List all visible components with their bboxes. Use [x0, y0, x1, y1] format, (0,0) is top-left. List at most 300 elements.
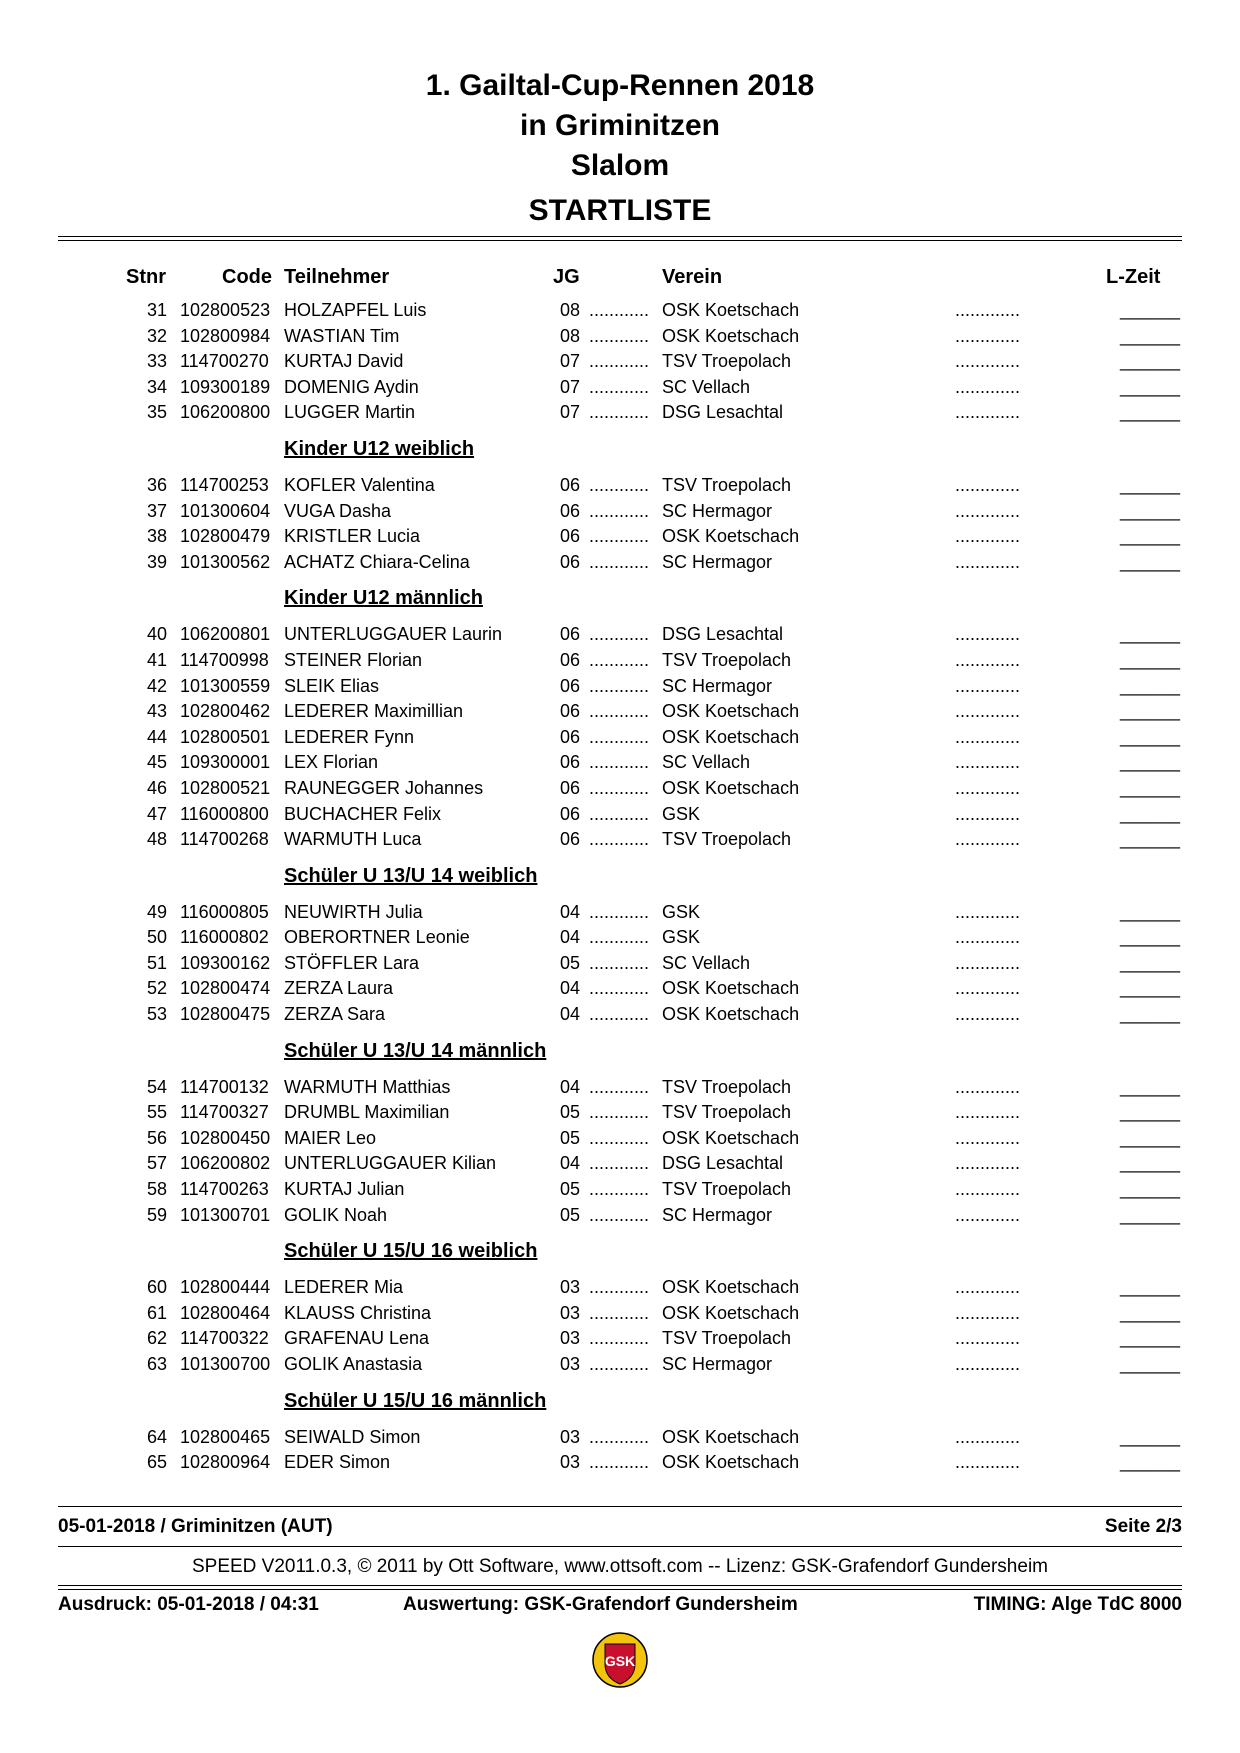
- club-name: OSK Koetschach: [662, 1004, 800, 1025]
- year-dots: ............: [589, 675, 650, 696]
- entry-row: [0, 550, 1240, 576]
- club-name: TSV Troepolach: [662, 1328, 792, 1349]
- footer-divider-mid: [58, 1546, 1182, 1547]
- lzeit-line: ______: [1120, 1354, 1181, 1374]
- athlete-name: WARMUTH Matthias: [284, 1076, 451, 1097]
- start-number: 38: [146, 526, 167, 547]
- start-number: 65: [146, 1452, 167, 1473]
- lzeit-line: ______: [1120, 1127, 1181, 1148]
- footer-divider-bottom: [58, 1585, 1182, 1590]
- club-name: SC Hermagor: [662, 675, 773, 696]
- time-dots: .............: [955, 952, 1021, 973]
- time-dots: .............: [955, 901, 1021, 922]
- category-heading: [0, 426, 1240, 473]
- start-number: 36: [146, 474, 167, 495]
- birth-year: 06: [560, 649, 581, 670]
- birth-year: 06: [560, 803, 581, 824]
- time-dots: .............: [955, 376, 1021, 397]
- time-dots: .............: [955, 624, 1021, 645]
- time-dots: .............: [955, 752, 1021, 773]
- year-dots: ............: [589, 1277, 650, 1298]
- year-dots: ............: [589, 1328, 650, 1349]
- time-dots: .............: [955, 1452, 1021, 1473]
- time-dots: .............: [955, 526, 1021, 547]
- start-number: 61: [146, 1302, 167, 1323]
- birth-year: 05: [560, 1204, 581, 1225]
- club-name: SC Vellach: [662, 752, 751, 773]
- entry-row: [0, 375, 1240, 401]
- athlete-name: SLEIK Elias: [284, 675, 380, 696]
- athlete-name: GRAFENAU Lena: [284, 1328, 430, 1349]
- time-dots: .............: [955, 777, 1021, 798]
- athlete-code: 102800523: [180, 300, 271, 320]
- athlete-code: 114700998: [180, 649, 269, 670]
- entry-row: [0, 524, 1240, 550]
- athlete-name: GOLIK Anastasia: [284, 1354, 423, 1374]
- club-name: TSV Troepolach: [662, 474, 792, 495]
- start-number: 39: [146, 551, 167, 572]
- birth-year: 06: [560, 777, 581, 798]
- club-name: OSK Koetschach: [662, 726, 800, 747]
- athlete-name: VUGA Dasha: [284, 500, 392, 521]
- lzeit-line: ______: [1120, 474, 1181, 495]
- lzeit-line: ______: [1120, 1076, 1181, 1097]
- athlete-code: 102800464: [180, 1302, 271, 1323]
- time-dots: .............: [955, 1277, 1021, 1298]
- year-dots: ............: [589, 777, 650, 798]
- athlete-code: 114700270: [180, 351, 269, 372]
- athlete-code: 114700132: [180, 1076, 269, 1097]
- athlete-name: KLAUSS Christina: [284, 1302, 432, 1323]
- lzeit-line: ______: [1120, 551, 1181, 572]
- athlete-name: DOMENIG Aydin: [284, 376, 419, 397]
- year-dots: ............: [589, 1153, 650, 1174]
- athlete-code: 102800964: [180, 1452, 271, 1473]
- lzeit-line: ______: [1120, 952, 1181, 973]
- athlete-name: LEX Florian: [284, 752, 379, 773]
- birth-year: 04: [560, 1004, 581, 1025]
- club-name: GSK: [662, 927, 701, 948]
- entry-row: [0, 1100, 1240, 1126]
- start-number: 33: [146, 351, 167, 372]
- athlete-code: 101300559: [180, 675, 271, 696]
- athlete-name: KOFLER Valentina: [284, 474, 435, 495]
- start-number: 64: [146, 1426, 167, 1447]
- athlete-code: 102800465: [180, 1426, 271, 1447]
- athlete-code: 102800444: [180, 1277, 271, 1298]
- entry-row: [0, 976, 1240, 1002]
- start-number: 40: [146, 624, 167, 645]
- year-dots: ............: [589, 927, 650, 948]
- athlete-code: 102800475: [180, 1004, 271, 1025]
- year-dots: ............: [589, 402, 650, 423]
- start-number: 51: [146, 952, 167, 973]
- col-verein: Verein: [662, 266, 723, 288]
- athlete-name: BUCHACHER Felix: [284, 803, 442, 824]
- time-dots: .............: [955, 701, 1021, 722]
- lzeit-line: ______: [1120, 300, 1181, 320]
- lzeit-line: ______: [1120, 777, 1181, 798]
- club-name: OSK Koetschach: [662, 1277, 800, 1298]
- birth-year: 04: [560, 901, 581, 922]
- lzeit-line: ______: [1120, 1302, 1181, 1323]
- year-dots: ............: [589, 829, 650, 850]
- club-name: TSV Troepolach: [662, 829, 792, 850]
- club-name: TSV Troepolach: [662, 649, 792, 670]
- category-title: Schüler U 15/U 16 weiblich: [284, 1240, 538, 1263]
- entry-row: [0, 802, 1240, 828]
- club-name: SC Hermagor: [662, 551, 773, 572]
- lzeit-line: ______: [1120, 624, 1181, 645]
- club-name: GSK: [662, 803, 701, 824]
- club-name: DSG Lesachtal: [662, 402, 784, 423]
- athlete-code: 101300701: [180, 1204, 271, 1225]
- lzeit-line: ______: [1120, 351, 1181, 372]
- club-name: SC Hermagor: [662, 500, 773, 521]
- year-dots: ............: [589, 1426, 650, 1447]
- footer-software: SPEED V2011.0.3, © 2011 by Ott Software, www.ottsoft.com -- Lizenz: GSK-Grafendorf Gundersheim: [191, 1556, 1048, 1577]
- athlete-code: 114700263: [180, 1179, 269, 1200]
- athlete-name: WASTIAN Tim: [284, 325, 400, 346]
- category-title: Schüler U 13/U 14 männlich: [284, 1039, 547, 1062]
- year-dots: ............: [589, 376, 650, 397]
- category-heading: [0, 1228, 1240, 1275]
- birth-year: 08: [560, 300, 581, 320]
- birth-year: 06: [560, 551, 581, 572]
- lzeit-line: ______: [1120, 649, 1181, 670]
- athlete-code: 101300604: [180, 500, 271, 521]
- birth-year: 06: [560, 726, 581, 747]
- lzeit-line: ______: [1120, 803, 1181, 824]
- club-name: OSK Koetschach: [662, 325, 800, 346]
- club-name: DSG Lesachtal: [662, 1153, 784, 1174]
- athlete-code: 102800501: [180, 726, 271, 747]
- col-code: Code: [222, 266, 272, 288]
- time-dots: .............: [955, 726, 1021, 747]
- time-dots: .............: [955, 351, 1021, 372]
- year-dots: ............: [589, 1179, 650, 1200]
- lzeit-line: ______: [1120, 675, 1181, 696]
- start-number: 52: [146, 978, 167, 999]
- birth-year: 03: [560, 1277, 581, 1298]
- birth-year: 03: [560, 1328, 581, 1349]
- footer-meta: [58, 1594, 1182, 1618]
- time-dots: .............: [955, 551, 1021, 572]
- athlete-code: 102800984: [180, 325, 271, 346]
- lzeit-line: ______: [1120, 829, 1181, 850]
- birth-year: 06: [560, 675, 581, 696]
- start-number: 45: [146, 752, 167, 773]
- year-dots: ............: [589, 1127, 650, 1148]
- entry-row: [0, 622, 1240, 648]
- start-number: 56: [146, 1127, 167, 1148]
- birth-year: 04: [560, 1076, 581, 1097]
- start-number: 35: [146, 402, 167, 423]
- athlete-name: STÖFFLER Lara: [284, 952, 420, 973]
- athlete-code: 116000805: [180, 901, 269, 922]
- time-dots: .............: [955, 1076, 1021, 1097]
- start-number: 34: [146, 376, 167, 397]
- athlete-name: ZERZA Sara: [284, 1004, 386, 1025]
- birth-year: 03: [560, 1426, 581, 1447]
- col-stnr: Stnr: [126, 266, 166, 288]
- athlete-code: 114700322: [180, 1328, 269, 1349]
- athlete-code: 102800450: [180, 1127, 271, 1148]
- time-dots: .............: [955, 300, 1021, 320]
- athlete-name: SEIWALD Simon: [284, 1426, 421, 1447]
- start-number: 58: [146, 1179, 167, 1200]
- year-dots: ............: [589, 1452, 650, 1473]
- start-number: 50: [146, 927, 167, 948]
- entry-row: [0, 473, 1240, 499]
- time-dots: .............: [955, 1153, 1021, 1174]
- athlete-name: UNTERLUGGAUER Kilian: [284, 1153, 497, 1174]
- athlete-name: LUGGER Martin: [284, 402, 416, 423]
- footer-printout: Ausdruck: 05-01-2018 / 04:31: [58, 1594, 319, 1615]
- birth-year: 06: [560, 500, 581, 521]
- birth-year: 05: [560, 1179, 581, 1200]
- entry-row: [0, 349, 1240, 375]
- time-dots: .............: [955, 500, 1021, 521]
- category-heading: [0, 853, 1240, 900]
- athlete-code: 109300162: [180, 952, 271, 973]
- start-number: 42: [146, 675, 167, 696]
- athlete-code: 109300001: [180, 752, 271, 773]
- club-name: OSK Koetschach: [662, 1426, 800, 1447]
- start-number: 46: [146, 777, 167, 798]
- lzeit-line: ______: [1120, 1277, 1181, 1298]
- lzeit-line: ______: [1120, 752, 1181, 773]
- entry-row: [0, 1075, 1240, 1101]
- year-dots: ............: [589, 551, 650, 572]
- entry-row: [0, 674, 1240, 700]
- lzeit-line: ______: [1120, 701, 1181, 722]
- athlete-code: 106200800: [180, 402, 271, 423]
- time-dots: .............: [955, 1354, 1021, 1374]
- time-dots: .............: [955, 1302, 1021, 1323]
- time-dots: .............: [955, 829, 1021, 850]
- time-dots: .............: [955, 1426, 1021, 1447]
- time-dots: .............: [955, 1127, 1021, 1148]
- start-number: 32: [146, 325, 167, 346]
- birth-year: 03: [560, 1354, 581, 1374]
- category-title: Kinder U12 weiblich: [284, 437, 475, 460]
- entry-row: [0, 925, 1240, 951]
- athlete-code: 106200801: [180, 624, 271, 645]
- birth-year: 05: [560, 952, 581, 973]
- year-dots: ............: [589, 500, 650, 521]
- birth-year: 03: [560, 1302, 581, 1323]
- start-list: [0, 298, 1240, 1476]
- lzeit-line: ______: [1120, 901, 1181, 922]
- club-name: TSV Troepolach: [662, 351, 792, 372]
- club-name: OSK Koetschach: [662, 978, 800, 999]
- club-name: SC Hermagor: [662, 1354, 773, 1374]
- birth-year: 05: [560, 1102, 581, 1123]
- club-name: OSK Koetschach: [662, 1127, 800, 1148]
- club-name: OSK Koetschach: [662, 1302, 800, 1323]
- athlete-code: 109300189: [180, 376, 271, 397]
- category-title: Schüler U 15/U 16 männlich: [284, 1389, 547, 1412]
- start-number: 48: [146, 829, 167, 850]
- year-dots: ............: [589, 952, 650, 973]
- entry-row: [0, 725, 1240, 751]
- entry-row: [0, 750, 1240, 776]
- year-dots: ............: [589, 1004, 650, 1025]
- athlete-code: 102800474: [180, 978, 271, 999]
- footer-page: Seite 2/3: [1104, 1516, 1182, 1537]
- athlete-code: 101300700: [180, 1354, 271, 1374]
- entry-row: [0, 827, 1240, 853]
- start-number: 31: [146, 300, 167, 320]
- athlete-name: EDER Simon: [284, 1452, 391, 1473]
- entry-row: [0, 1177, 1240, 1203]
- time-dots: .............: [955, 1004, 1021, 1025]
- time-dots: .............: [955, 978, 1021, 999]
- category-title: Kinder U12 männlich: [284, 587, 483, 610]
- column-headers: [0, 266, 1240, 290]
- start-number: 53: [146, 1004, 167, 1025]
- birth-year: 03: [560, 1452, 581, 1473]
- category-heading: [0, 1378, 1240, 1425]
- start-number: 60: [146, 1277, 167, 1298]
- birth-year: 08: [560, 325, 581, 346]
- year-dots: ............: [589, 1204, 650, 1225]
- time-dots: .............: [955, 675, 1021, 696]
- lzeit-line: ______: [1120, 1426, 1181, 1447]
- athlete-code: 102800479: [180, 526, 271, 547]
- year-dots: ............: [589, 325, 650, 346]
- title-line-1: 1. Gailtal-Cup-Rennen 2018: [425, 69, 815, 102]
- year-dots: ............: [589, 300, 650, 320]
- year-dots: ............: [589, 701, 650, 722]
- athlete-name: KURTAJ David: [284, 351, 404, 372]
- year-dots: ............: [589, 649, 650, 670]
- time-dots: .............: [955, 325, 1021, 346]
- lzeit-line: ______: [1120, 1328, 1181, 1349]
- entry-row: [0, 1275, 1240, 1301]
- start-number: 54: [146, 1076, 167, 1097]
- athlete-code: 114700327: [180, 1102, 269, 1123]
- time-dots: .............: [955, 1102, 1021, 1123]
- entry-row: [0, 499, 1240, 525]
- club-name: SC Vellach: [662, 376, 751, 397]
- entry-row: [0, 648, 1240, 674]
- entry-row: [0, 1151, 1240, 1177]
- footer-date-place: 05-01-2018 / Griminitzen (AUT): [58, 1516, 333, 1537]
- time-dots: .............: [955, 1179, 1021, 1200]
- birth-year: 05: [560, 1127, 581, 1148]
- category-heading: [0, 575, 1240, 622]
- lzeit-line: ______: [1120, 376, 1181, 397]
- entry-row: [0, 951, 1240, 977]
- year-dots: ............: [589, 901, 650, 922]
- lzeit-line: ______: [1120, 1179, 1181, 1200]
- athlete-name: OBERORTNER Leonie: [284, 927, 470, 948]
- time-dots: .............: [955, 402, 1021, 423]
- athlete-name: LEDERER Maximillian: [284, 701, 464, 722]
- entry-row: [0, 900, 1240, 926]
- birth-year: 04: [560, 978, 581, 999]
- athlete-name: NEUWIRTH Julia: [284, 901, 423, 922]
- time-dots: .............: [955, 1328, 1021, 1349]
- athlete-name: UNTERLUGGAUER Laurin: [284, 624, 503, 645]
- entry-row: [0, 1425, 1240, 1451]
- entry-row: [0, 1002, 1240, 1028]
- year-dots: ............: [589, 474, 650, 495]
- entry-row: [0, 400, 1240, 426]
- lzeit-line: ______: [1120, 1153, 1181, 1174]
- entry-row: [0, 776, 1240, 802]
- start-number: 62: [146, 1328, 167, 1349]
- club-name: TSV Troepolach: [662, 1179, 792, 1200]
- lzeit-line: ______: [1120, 726, 1181, 747]
- entry-row: [0, 1352, 1240, 1378]
- time-dots: .............: [955, 927, 1021, 948]
- year-dots: ............: [589, 803, 650, 824]
- col-lzeit: L-Zeit: [1106, 266, 1161, 288]
- athlete-code: 116000800: [180, 803, 269, 824]
- birth-year: 06: [560, 474, 581, 495]
- entry-row: [0, 1326, 1240, 1352]
- svg-text:GSK: GSK: [604, 1653, 636, 1669]
- lzeit-line: ______: [1120, 402, 1181, 423]
- year-dots: ............: [589, 1076, 650, 1097]
- athlete-name: WARMUTH Luca: [284, 829, 422, 850]
- entry-row: [0, 1450, 1240, 1476]
- lzeit-line: ______: [1120, 325, 1181, 346]
- birth-year: 06: [560, 624, 581, 645]
- year-dots: ............: [589, 1302, 650, 1323]
- entry-row: [0, 298, 1240, 324]
- entry-row: [0, 1301, 1240, 1327]
- birth-year: 07: [560, 376, 581, 397]
- start-number: 63: [146, 1354, 167, 1374]
- club-name: TSV Troepolach: [662, 1102, 792, 1123]
- lzeit-line: ______: [1120, 500, 1181, 521]
- start-number: 37: [146, 500, 167, 521]
- footer-timing: TIMING: Alge TdC 8000: [973, 1594, 1182, 1615]
- birth-year: 06: [560, 752, 581, 773]
- athlete-name: LEDERER Mia: [284, 1277, 404, 1298]
- birth-year: 06: [560, 701, 581, 722]
- athlete-name: KURTAJ Julian: [284, 1179, 405, 1200]
- athlete-code: 114700268: [180, 829, 269, 850]
- gsk-logo: [590, 1630, 650, 1690]
- birth-year: 04: [560, 1153, 581, 1174]
- athlete-name: ZERZA Laura: [284, 978, 394, 999]
- start-number: 43: [146, 701, 167, 722]
- year-dots: ............: [589, 752, 650, 773]
- athlete-code: 101300562: [180, 551, 271, 572]
- athlete-name: STEINER Florian: [284, 649, 423, 670]
- time-dots: .............: [955, 1204, 1021, 1225]
- year-dots: ............: [589, 1102, 650, 1123]
- athlete-code: 114700253: [180, 474, 269, 495]
- birth-year: 06: [560, 829, 581, 850]
- athlete-name: KRISTLER Lucia: [284, 526, 421, 547]
- club-name: OSK Koetschach: [662, 701, 800, 722]
- entry-row: [0, 699, 1240, 725]
- start-number: 47: [146, 803, 167, 824]
- athlete-code: 116000802: [180, 927, 269, 948]
- title-line-3: Slalom: [570, 149, 670, 182]
- club-name: OSK Koetschach: [662, 300, 800, 320]
- athlete-name: MAIER Leo: [284, 1127, 377, 1148]
- club-name: OSK Koetschach: [662, 526, 800, 547]
- col-jg: JG: [553, 266, 580, 288]
- lzeit-line: ______: [1120, 1102, 1181, 1123]
